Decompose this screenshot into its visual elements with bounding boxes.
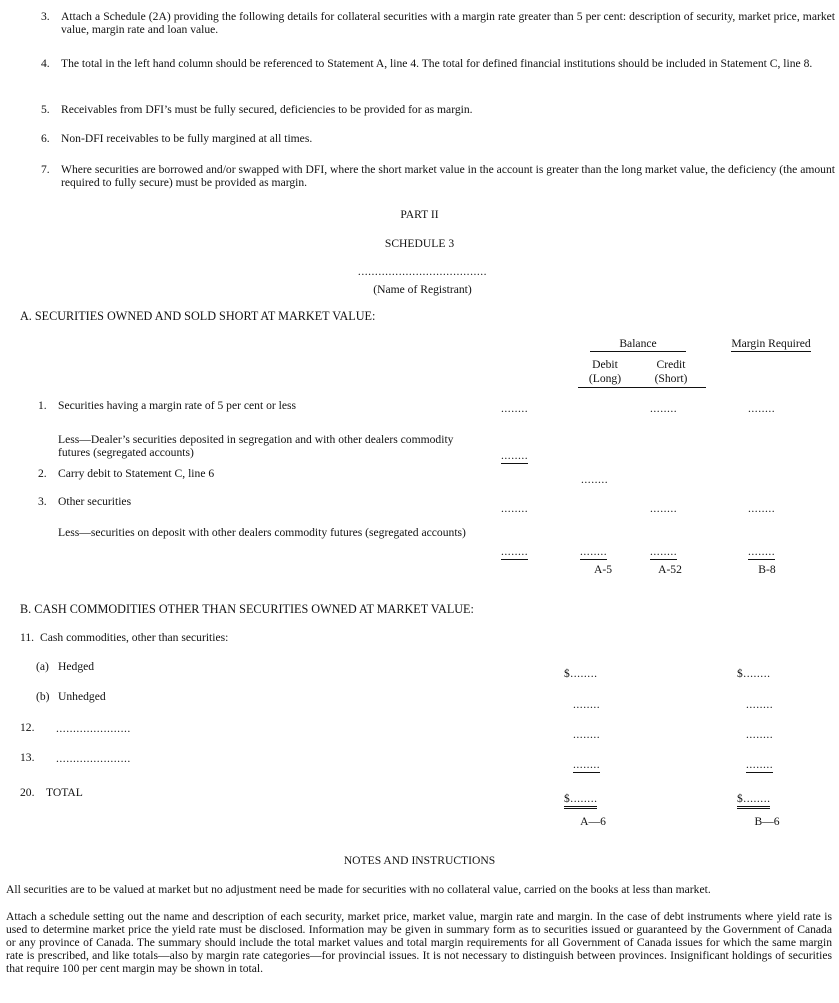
row-number: 11. xyxy=(20,631,35,644)
margin-required-header xyxy=(715,337,827,350)
note-number: 4. xyxy=(41,57,50,70)
registrant-name-label: (Name of Registrant) xyxy=(373,283,472,296)
total-label: TOTAL xyxy=(46,786,83,799)
note-text: Attach a Schedule (2A) providing the following details for collateral securities with a margin rate greater than 5 per cent: description of security, market price, market value, margin rate and loan value. xyxy=(61,10,835,36)
row-label: Less—Dealer’s securities deposited in segregation and with other dealers commodity futures (segregated accounts) xyxy=(58,433,454,459)
instructions-heading: NOTES AND INSTRUCTIONS xyxy=(343,854,496,867)
amount-dots xyxy=(746,758,773,771)
row-label: Hedged xyxy=(58,660,95,673)
total-amount xyxy=(737,792,770,805)
registrant-name-line: ...................................... xyxy=(357,265,488,278)
amount-dots: ........ xyxy=(748,402,776,415)
row-label: Securities having a margin rate of 5 per cent or less xyxy=(58,399,297,412)
underlined-dots: ........ xyxy=(748,545,776,558)
note-number: 7. xyxy=(41,163,50,176)
amount-dollar-dots: $........ xyxy=(564,667,598,680)
note-text: Non-DFI receivables to be fully margined at all times. xyxy=(61,132,313,145)
instructions-paragraph: All securities are to be valued at market but no adjustment need be made for securities with no collateral value, carried on the books at less than market. xyxy=(6,883,711,896)
row-blank-line: ...................... xyxy=(56,722,131,735)
row-label: Unhedged xyxy=(58,690,106,703)
balance-header: Balance xyxy=(619,337,657,350)
note-text: Receivables from DFI’s must be fully secured, deficiencies to be provided for as margin. xyxy=(61,103,473,116)
underlined-dots: ........ xyxy=(573,758,601,771)
row-number: 3. xyxy=(38,495,47,508)
section-b-title: B. CASH COMMODITIES OTHER THAN SECURITIES OWNED AT MARKET VALUE: xyxy=(20,602,474,616)
note-number: 3. xyxy=(41,10,50,23)
amount-dots: ........ xyxy=(748,502,776,515)
amount-dots: ........ xyxy=(573,728,601,741)
instructions-paragraph: Attach a schedule setting out the name and description of each security, market price, market value, margin rate and margin. In the case of debt instruments where yield rate is used to determine market price the yield rate must be disclosed. Information may be given in summary form as to securities issued or guaranteed by the Government of Canada or any province of Canada. The summary should include the total market values and total margin requirements for all Government of Canada issues for which the same margin rate is prescribed, and like totals—also by margin rate categories—for provincial issues. It is not necessary to distinguish between provinces. Insignificant holdings of securities that require 100 per cent margin may be shown in total. xyxy=(6,910,832,975)
row-label: Cash commodities, other than securities: xyxy=(40,631,229,644)
row-label: Carry debit to Statement C, line 6 xyxy=(58,467,215,480)
row-number: 2. xyxy=(38,467,47,480)
amount-dots: ........ xyxy=(581,473,609,486)
amount-dots xyxy=(650,545,677,558)
debit-subheader: (Long) xyxy=(588,372,622,385)
row-number: 1. xyxy=(38,399,47,412)
row-label: Other securities xyxy=(58,495,132,508)
underlined-dots: ........ xyxy=(746,758,774,771)
row-number: 12. xyxy=(20,721,35,734)
amount-dots xyxy=(580,545,607,558)
note-text: Where securities are borrowed and/or swapped with DFI, where the short market value in the account is greater than the long market value, the deficiency (the amount required to fully secure) must be provided as margin. xyxy=(61,163,835,189)
underlined-dots: ........ xyxy=(650,545,678,558)
margin-required-label: Margin Required xyxy=(731,337,811,350)
debit-header: Debit xyxy=(592,358,618,371)
amount-dots: ........ xyxy=(746,728,774,741)
row-label: Less—securities on deposit with other dealers commodity futures (segregated accounts) xyxy=(58,526,466,539)
section-a-title: A. SECURITIES OWNED AND SOLD SHORT AT MARKET VALUE: xyxy=(20,309,376,323)
part-heading: PART II xyxy=(400,208,439,221)
row-number: (a) xyxy=(36,660,49,673)
amount-dots xyxy=(748,545,775,558)
underlined-dots: ........ xyxy=(580,545,608,558)
amount-dollar-dots: $........ xyxy=(737,667,771,680)
credit-subheader: (Short) xyxy=(654,372,688,385)
underlined-dots: ........ xyxy=(501,545,529,558)
amount-dots: ........ xyxy=(650,402,678,415)
total-amount xyxy=(564,792,597,805)
reference-code: A-52 xyxy=(658,563,682,576)
note-number: 5. xyxy=(41,103,50,116)
amount-dots: ........ xyxy=(573,698,601,711)
underlined-dots: ........ xyxy=(501,449,529,462)
reference-code: A—6 xyxy=(580,815,606,828)
debit-credit-underline xyxy=(578,387,706,388)
reference-code: B-8 xyxy=(758,563,776,576)
double-underlined-dots: $........ xyxy=(564,792,597,809)
row-number: 20. xyxy=(20,786,35,799)
row-number: 13. xyxy=(20,751,35,764)
amount-dots: ........ xyxy=(501,402,529,415)
credit-header: Credit xyxy=(656,358,686,371)
amount-dots xyxy=(501,449,528,462)
balance-underline xyxy=(590,351,686,352)
amount-dots: ........ xyxy=(650,502,678,515)
reference-code: A-5 xyxy=(593,563,613,576)
reference-code: B—6 xyxy=(754,815,780,828)
row-number: (b) xyxy=(36,690,50,703)
amount-dots xyxy=(501,545,528,558)
row-blank-line: ...................... xyxy=(56,752,131,765)
double-underlined-dots: $........ xyxy=(737,792,770,809)
amount-dots: ........ xyxy=(746,698,774,711)
amount-dots xyxy=(573,758,600,771)
note-text: The total in the left hand column should be referenced to Statement A, line 4. The total for defined financial institutions should be included in Statement C, line 8. xyxy=(61,57,813,70)
note-number: 6. xyxy=(41,132,50,145)
amount-dots: ........ xyxy=(501,502,529,515)
schedule-heading: SCHEDULE 3 xyxy=(384,237,455,250)
